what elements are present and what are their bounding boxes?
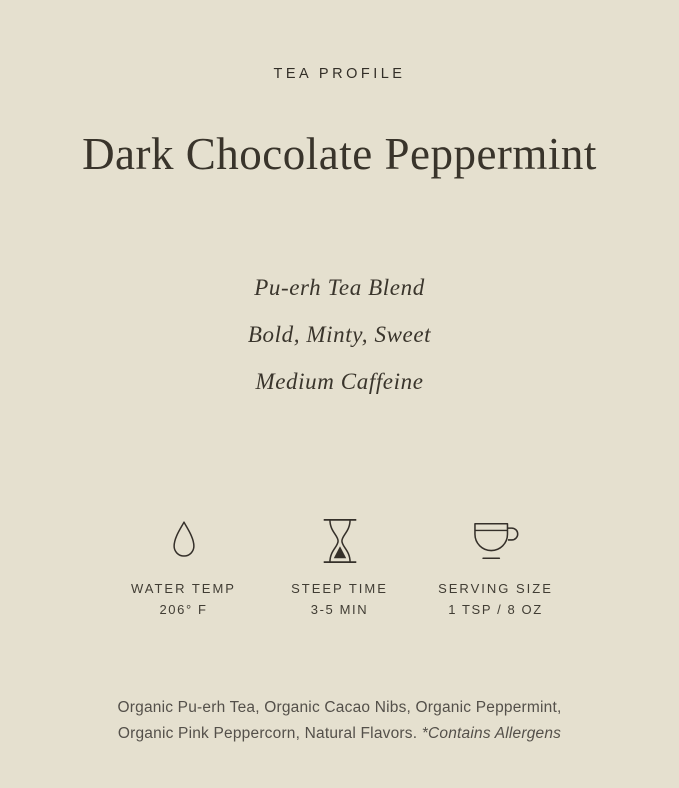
teacup-icon [467,517,525,565]
descriptor-blend: Pu-erh Tea Blend [254,275,425,300]
ingredients-line1: Organic Pu-erh Tea, Organic Cacao Nibs, Organic Peppermint, [117,699,562,716]
spec-water-temp [109,517,259,617]
spec-label: WATER TEMP [131,581,236,596]
hourglass-icon [317,517,363,565]
descriptor-caffeine: Medium Caffeine [255,369,424,394]
spec-steep-time [265,517,415,617]
spec-value: 1 TSP / 8 OZ [448,602,543,617]
ingredients-line2: Organic Pink Peppercorn, Natural Flavors. [117,725,418,742]
descriptor-list [248,264,431,405]
descriptor-flavor: Bold, Minty, Sweet [247,322,432,347]
spec-row [109,517,571,617]
spec-serving-size [421,517,571,617]
water-drop-icon [168,517,200,565]
spec-value: 3-5 MIN [310,602,369,617]
page-title: Dark Chocolate Peppermint [82,129,597,179]
spec-value: 206° F [159,602,208,617]
allergen-note: *Contains Allergens [421,725,562,742]
ingredients-text [118,695,562,747]
spec-label: STEEP TIME [291,581,388,596]
eyebrow-label: TEA PROFILE [273,66,406,82]
spec-label: SERVING SIZE [438,581,553,596]
